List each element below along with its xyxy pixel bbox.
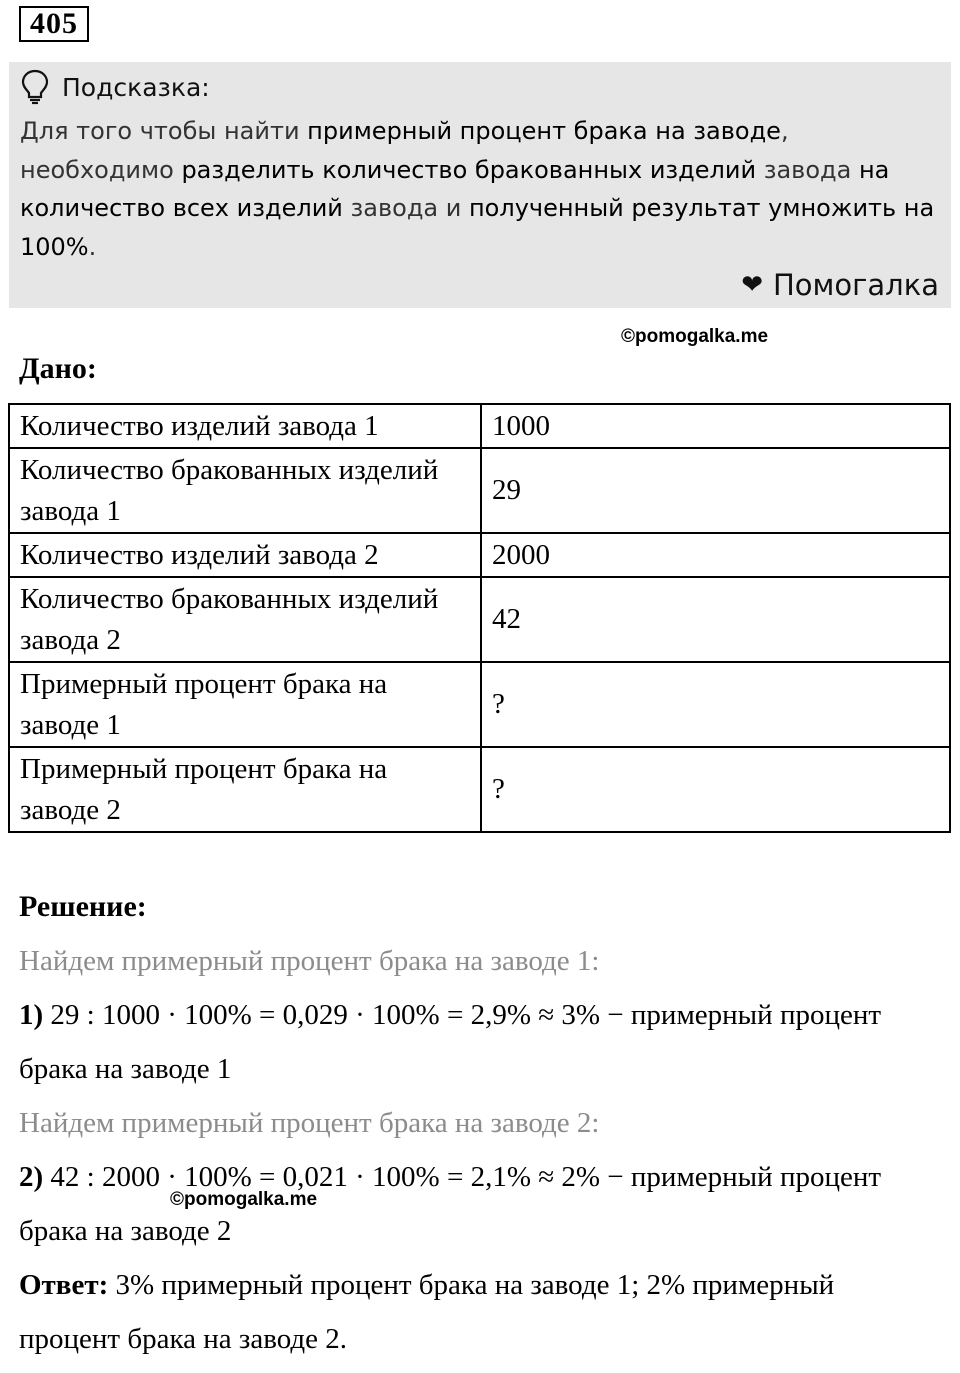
brand-signature <box>741 268 939 302</box>
step2-text: 42 : 2000 · 100% = 0,021 · 100% = 2,1% ≈ 2% − примерный процент брака на заводе 2 <box>19 1161 882 1247</box>
table-row <box>9 577 950 662</box>
given-name-cell: Примерный процент брака на заводе 1 <box>9 662 481 747</box>
table-row <box>9 448 950 533</box>
step1-text: 29 : 1000 · 100% = 0,029 · 100% = 2,9% ≈ 3% − примерный процент брака на заводе 1 <box>19 999 882 1085</box>
given-value-cell: 42 <box>481 577 950 662</box>
given-name-cell: Количество бракованных изделий завода 2 <box>9 577 481 662</box>
given-value-cell: 1000 <box>481 404 950 448</box>
lightbulb-icon <box>20 69 50 105</box>
step2-intro: Найдем примерный процент брака на заводе 2: <box>19 1107 600 1139</box>
hint-emphasis: на количество всех изделий <box>20 155 890 222</box>
hint-emphasis: примерный процент брака на заводе <box>307 117 781 145</box>
given-value-cell: ? <box>481 747 950 832</box>
answer-text: 3% примерный процент брака на заводе 1; 2% примерный процент брака на заводе 2. <box>19 1269 835 1355</box>
table-row <box>9 404 950 448</box>
hint-fragment: завода и <box>342 194 469 222</box>
table-row <box>9 662 950 747</box>
watermark-2: ©pomogalka.me <box>170 1189 318 1210</box>
step1-intro: Найдем примерный процент брака на заводе 1: <box>19 945 600 977</box>
given-table <box>8 403 951 833</box>
step1 <box>19 988 939 1096</box>
given-name-cell: Примерный процент брака на заводе 2 <box>9 747 481 832</box>
answer-label: Ответ: <box>19 1269 109 1301</box>
table-row <box>9 747 950 832</box>
table-row <box>9 533 950 577</box>
hint-box <box>9 62 951 308</box>
watermark: ©pomogalka.me <box>621 326 769 347</box>
given-label: Дано: <box>19 352 97 385</box>
hint-emphasis: разделить количество бракованных изделий <box>181 155 757 184</box>
hint-title: Подсказка: <box>62 72 210 102</box>
problem-number: 405 <box>19 6 89 42</box>
hint-fragment: Для того чтобы найти <box>20 117 308 145</box>
heart-icon: ❤ <box>741 270 763 300</box>
answer <box>19 1258 939 1366</box>
given-value-cell: 29 <box>481 448 950 533</box>
hint-header <box>20 72 210 102</box>
step1-number: 1) <box>19 999 44 1031</box>
given-name-cell: Количество изделий завода 2 <box>9 533 481 577</box>
given-value-cell: ? <box>481 662 950 747</box>
brand-name: Помогалка <box>773 268 939 302</box>
hint-text <box>20 112 940 266</box>
hint-fragment: завода <box>756 155 859 184</box>
given-value-cell: 2000 <box>481 533 950 577</box>
solution-section <box>19 880 939 1366</box>
step2 <box>19 1150 939 1258</box>
solution-label: Решение: <box>19 890 147 923</box>
step2-number: 2) <box>19 1161 44 1193</box>
hint-fragment: . <box>88 232 97 261</box>
given-name-cell: Количество бракованных изделий завода 1 <box>9 448 481 533</box>
hint-fragment: , необходимо <box>20 117 789 184</box>
given-name-cell: Количество изделий завода 1 <box>9 404 481 448</box>
hint-emphasis: полученный результат умножить на 100% <box>20 194 935 261</box>
